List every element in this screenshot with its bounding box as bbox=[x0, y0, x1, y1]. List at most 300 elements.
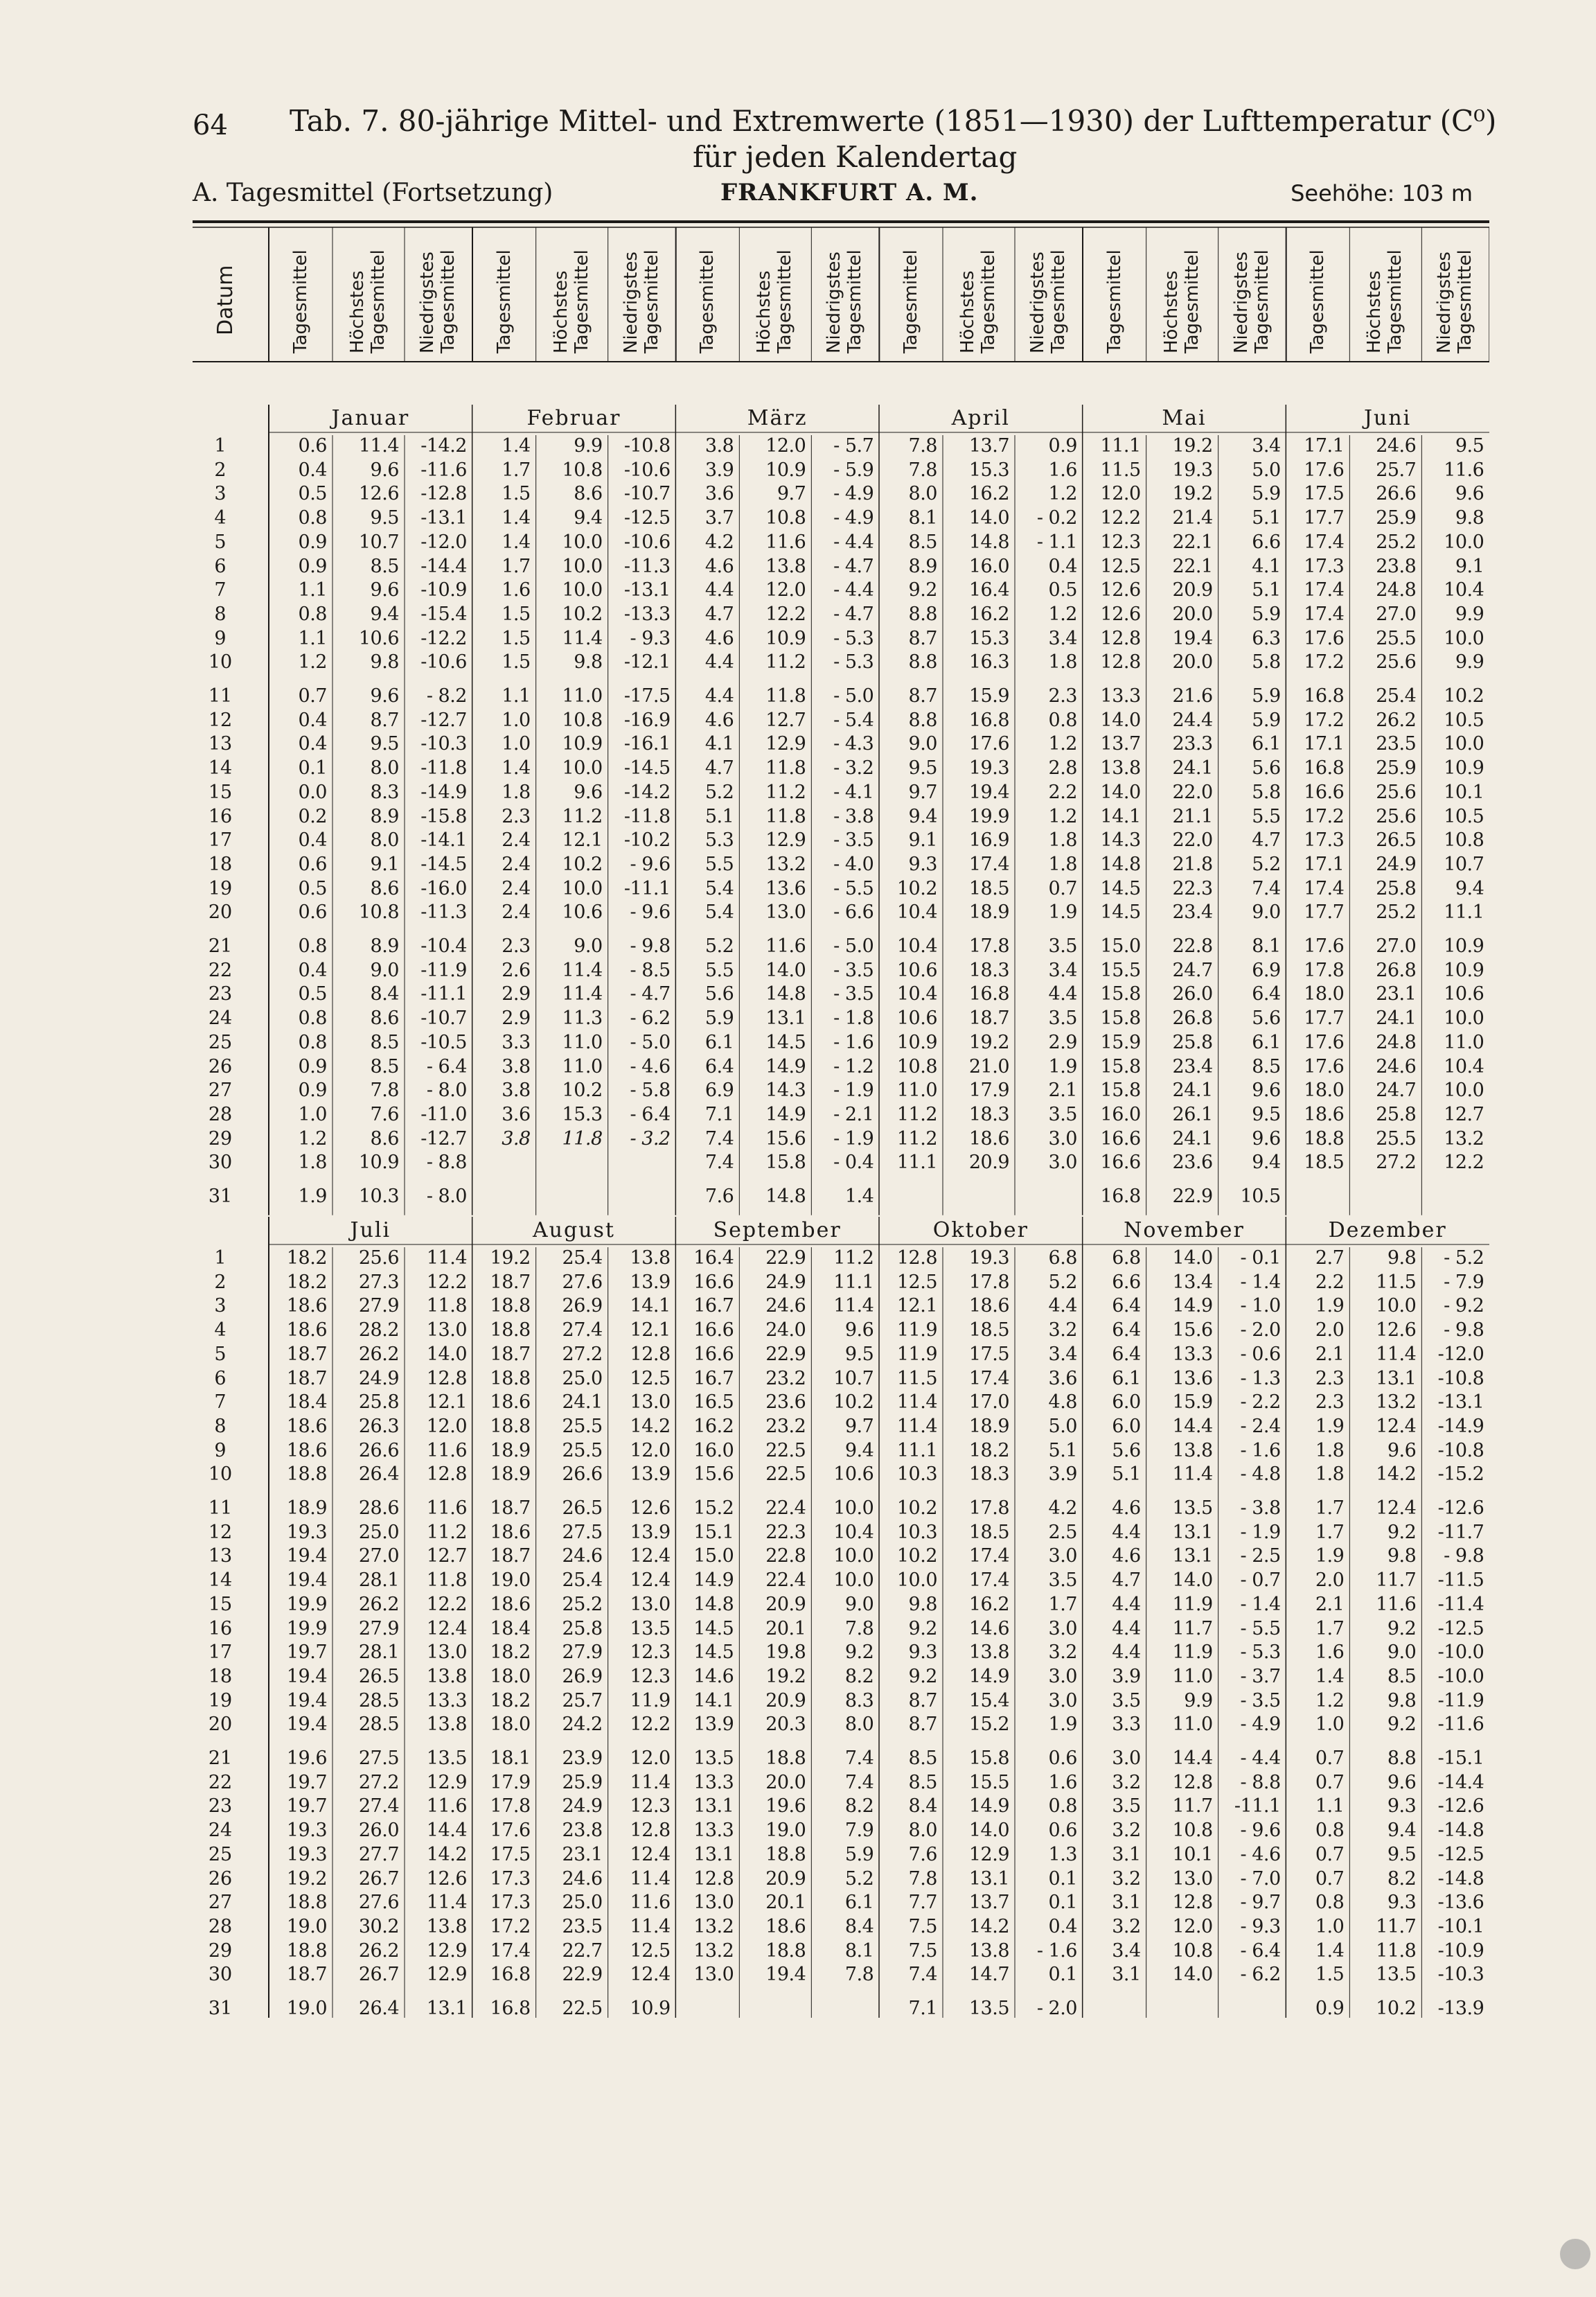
cell-value: 18.8 bbox=[765, 1748, 806, 1769]
cell-value: 6.6 bbox=[1112, 1271, 1141, 1293]
cell-value: 3.6 bbox=[502, 1103, 531, 1125]
cell-value: 8.5 bbox=[1252, 1055, 1281, 1077]
cell-value: 16.0 bbox=[1100, 1103, 1141, 1125]
cell-value: - 4.4 bbox=[833, 531, 874, 553]
cell-value: 16.6 bbox=[693, 1271, 734, 1293]
cell-value: 12.8 bbox=[1100, 651, 1141, 674]
cell-value: 8.2 bbox=[1387, 1867, 1417, 1890]
cell-value: 19.7 bbox=[286, 1795, 327, 1818]
cell-value: 17.4 bbox=[968, 1367, 1009, 1389]
cell-value: 25.6 bbox=[1376, 805, 1417, 827]
cell-value: 6.1 bbox=[1252, 733, 1281, 755]
cell-value: 25.8 bbox=[1376, 877, 1417, 899]
cell-value: 7.6 bbox=[704, 1186, 734, 1207]
cell-value: 10.4 bbox=[896, 935, 937, 957]
cell-value: 11.7 bbox=[1376, 1915, 1417, 1937]
cell-value: 1.8 bbox=[298, 1152, 327, 1174]
day-number: 19 bbox=[208, 1689, 233, 1711]
cell-value: 5.4 bbox=[704, 901, 734, 924]
cell-value: -15.8 bbox=[420, 805, 467, 827]
cell-value: 18.8 bbox=[765, 1843, 806, 1865]
cell-value: -14.8 bbox=[1437, 1867, 1484, 1890]
cell-value: 0.5 bbox=[298, 983, 327, 1005]
cell-value: 21.1 bbox=[1172, 805, 1213, 827]
cell-value: 1.4 bbox=[1315, 1939, 1345, 1962]
day-number: 31 bbox=[208, 1186, 233, 1207]
cell-value: 10.0 bbox=[1444, 1007, 1484, 1030]
cell-value: 15.5 bbox=[1100, 959, 1141, 981]
cell-value: - 1.8 bbox=[833, 1007, 874, 1030]
cell-value: 22.4 bbox=[765, 1497, 806, 1519]
cell-value: -11.9 bbox=[1437, 1689, 1484, 1711]
cell-value: 9.5 bbox=[1252, 1103, 1281, 1125]
cell-value: 12.2 bbox=[630, 1714, 671, 1736]
cell-value: 14.3 bbox=[765, 1080, 806, 1102]
cell-value: 26.6 bbox=[1376, 483, 1417, 505]
cell-value: 11.0 bbox=[896, 1080, 937, 1102]
cell-value: 0.4 bbox=[1048, 1915, 1077, 1937]
cell-value: 4.4 bbox=[1048, 1295, 1077, 1317]
cell-value: 11.2 bbox=[426, 1521, 467, 1543]
cell-value: 0.6 bbox=[298, 435, 327, 457]
cell-value: 10.6 bbox=[358, 627, 399, 649]
cell-value: 5.9 bbox=[1252, 709, 1281, 731]
cell-value: 11.6 bbox=[426, 1439, 467, 1461]
cell-value: 14.5 bbox=[693, 1642, 734, 1664]
cell-value: 10.1 bbox=[1172, 1843, 1213, 1865]
day-number: 27 bbox=[208, 1892, 233, 1914]
cell-value: 6.1 bbox=[704, 1031, 734, 1053]
cell-value: 9.6 bbox=[370, 685, 399, 707]
cell-value: -14.1 bbox=[420, 829, 467, 852]
cell-value: - 3.8 bbox=[833, 805, 874, 827]
cell-value: 19.2 bbox=[1172, 483, 1213, 505]
cell-value: 11.4 bbox=[896, 1391, 937, 1414]
cell-value: 13.8 bbox=[630, 1247, 671, 1269]
cell-value: 9.2 bbox=[908, 1617, 937, 1639]
cell-value: 23.4 bbox=[1172, 901, 1213, 924]
cell-value: 10.0 bbox=[833, 1545, 874, 1567]
cell-value: 19.9 bbox=[286, 1617, 327, 1639]
cell-value: 11.3 bbox=[562, 1007, 603, 1030]
cell-value: 26.8 bbox=[1376, 959, 1417, 981]
cell-value: 3.0 bbox=[1048, 1617, 1077, 1639]
day-number: 2 bbox=[214, 1271, 227, 1293]
cell-value: 13.0 bbox=[693, 1892, 734, 1914]
cell-value: 5.1 bbox=[1048, 1439, 1077, 1461]
cell-value: 5.1 bbox=[1252, 507, 1281, 529]
cell-value: 5.3 bbox=[704, 829, 734, 852]
cell-value: 3.4 bbox=[1048, 1343, 1077, 1365]
cell-value: - 8.0 bbox=[426, 1080, 467, 1102]
cell-value: 14.2 bbox=[426, 1843, 467, 1865]
cell-value: 0.8 bbox=[1315, 1892, 1345, 1914]
cell-value: 3.8 bbox=[704, 435, 734, 457]
cell-value: -14.4 bbox=[420, 555, 467, 577]
cell-value: 30.2 bbox=[358, 1915, 399, 1937]
cell-value: 5.4 bbox=[704, 877, 734, 899]
cell-value: 16.3 bbox=[968, 651, 1009, 674]
cell-value: 1.1 bbox=[502, 685, 531, 707]
cell-value: 27.0 bbox=[1376, 935, 1417, 957]
cell-value: 11.1 bbox=[1100, 435, 1141, 457]
cell-value: 24.1 bbox=[562, 1391, 603, 1414]
max-column-header-line2: Tagesmittel bbox=[978, 249, 999, 353]
cell-value: 3.3 bbox=[502, 1031, 531, 1053]
cell-value: 1.9 bbox=[1048, 1714, 1077, 1736]
cell-value: 13.4 bbox=[1172, 1271, 1213, 1293]
cell-value: 12.2 bbox=[1444, 1152, 1484, 1174]
cell-value: -13.9 bbox=[1437, 1998, 1484, 2019]
cell-value: 6.1 bbox=[1112, 1367, 1141, 1389]
day-number: 26 bbox=[208, 1867, 233, 1890]
min-column-header-line2: Tagesmittel bbox=[438, 249, 459, 353]
day-number: 13 bbox=[208, 733, 233, 755]
day-number: 7 bbox=[214, 579, 227, 601]
cell-value: - 3.5 bbox=[833, 829, 874, 852]
cell-value: 10.7 bbox=[1444, 853, 1484, 875]
cell-value: 2.4 bbox=[502, 853, 531, 875]
cell-value: 17.2 bbox=[1304, 651, 1345, 674]
cell-value: 12.0 bbox=[765, 579, 806, 601]
cell-value: 9.3 bbox=[1387, 1795, 1417, 1818]
cell-value: 19.2 bbox=[968, 1031, 1009, 1053]
cell-value: 15.3 bbox=[968, 627, 1009, 649]
cell-value: 1.2 bbox=[1315, 1689, 1345, 1711]
cell-value: 5.1 bbox=[704, 805, 734, 827]
cell-value: - 8.2 bbox=[426, 685, 467, 707]
cell-value: 9.6 bbox=[1455, 483, 1484, 505]
cell-value: 25.8 bbox=[1172, 1031, 1213, 1053]
cell-value: - 5.8 bbox=[630, 1080, 671, 1102]
cell-value: 11.0 bbox=[1444, 1031, 1484, 1053]
cell-value: 11.9 bbox=[896, 1319, 937, 1341]
day-number: 9 bbox=[214, 627, 227, 649]
cell-value: 12.5 bbox=[896, 1271, 937, 1293]
min-column-header: Niedrigstes bbox=[824, 252, 845, 353]
cell-value: 10.3 bbox=[358, 1186, 399, 1207]
cell-value: 7.8 bbox=[908, 1867, 937, 1890]
cell-value: 5.9 bbox=[1252, 685, 1281, 707]
cell-value: 17.4 bbox=[1304, 531, 1345, 553]
cell-value: 1.7 bbox=[1315, 1521, 1345, 1543]
cell-value: - 0.4 bbox=[833, 1152, 874, 1174]
cell-value: 27.7 bbox=[358, 1843, 399, 1865]
cell-value: 9.2 bbox=[1387, 1521, 1417, 1543]
cell-value: 7.4 bbox=[1252, 877, 1281, 899]
cell-value: 0.9 bbox=[298, 1055, 327, 1077]
cell-value: 17.7 bbox=[1304, 1007, 1345, 1030]
cell-value: 3.8 bbox=[502, 1080, 531, 1102]
cell-value: - 1.9 bbox=[833, 1127, 874, 1150]
cell-value: 25.2 bbox=[1376, 901, 1417, 924]
cell-value: 4.4 bbox=[1112, 1593, 1141, 1615]
cell-value: 20.1 bbox=[765, 1617, 806, 1639]
cell-value: 23.1 bbox=[562, 1843, 603, 1865]
cell-value: 12.2 bbox=[426, 1593, 467, 1615]
cell-value: 26.4 bbox=[358, 1463, 399, 1486]
cell-value: 20.0 bbox=[765, 1771, 806, 1793]
cell-value: 22.1 bbox=[1172, 555, 1213, 577]
cell-value: 6.4 bbox=[1252, 983, 1281, 1005]
cell-value: 25.7 bbox=[1376, 459, 1417, 481]
cell-value: -10.0 bbox=[1437, 1642, 1484, 1664]
cell-value: 9.9 bbox=[574, 435, 603, 457]
cell-value: 0.7 bbox=[1315, 1748, 1345, 1769]
cell-value: 12.4 bbox=[630, 1964, 671, 1986]
cell-value: 21.4 bbox=[1172, 507, 1213, 529]
cell-value: - 9.3 bbox=[630, 627, 671, 649]
cell-value: 5.0 bbox=[1048, 1415, 1077, 1437]
cell-value: 1.8 bbox=[1048, 829, 1077, 852]
cell-value: 5.6 bbox=[704, 983, 734, 1005]
min-column-header: Niedrigstes bbox=[620, 252, 641, 353]
cell-value: -12.6 bbox=[1437, 1795, 1484, 1818]
min-column-header: Niedrigstes bbox=[1434, 252, 1455, 353]
cell-value: - 3.2 bbox=[630, 1127, 671, 1150]
cell-value: 8.1 bbox=[844, 1939, 874, 1962]
cell-value: - 6.4 bbox=[426, 1055, 467, 1077]
cell-value: -13.3 bbox=[623, 603, 671, 625]
cell-value: 9.2 bbox=[1387, 1617, 1417, 1639]
cell-value: 9.6 bbox=[370, 459, 399, 481]
cell-value: 8.0 bbox=[370, 829, 399, 852]
cell-value: 7.8 bbox=[370, 1080, 399, 1102]
cell-value: 26.5 bbox=[1376, 829, 1417, 852]
cell-value: 25.4 bbox=[562, 1247, 603, 1269]
cell-value: -11.9 bbox=[420, 959, 467, 981]
cell-value: 20.9 bbox=[765, 1593, 806, 1615]
cell-value: 18.7 bbox=[490, 1343, 531, 1365]
cell-value: -13.1 bbox=[623, 579, 671, 601]
cell-value: -16.1 bbox=[623, 733, 671, 755]
cell-value: 22.9 bbox=[1172, 1186, 1213, 1207]
cell-value: 9.0 bbox=[908, 733, 937, 755]
cell-value: 16.6 bbox=[1304, 781, 1345, 803]
cell-value: 10.9 bbox=[765, 627, 806, 649]
cell-value: 19.4 bbox=[1172, 627, 1213, 649]
cell-value: 19.8 bbox=[765, 1642, 806, 1664]
cell-value: 1.8 bbox=[1048, 651, 1077, 674]
cell-value: 23.6 bbox=[765, 1391, 806, 1414]
cell-value: 18.1 bbox=[490, 1748, 531, 1769]
cell-value: -12.2 bbox=[420, 627, 467, 649]
cell-value: 11.8 bbox=[562, 1127, 603, 1150]
cell-value: 20.0 bbox=[1172, 651, 1213, 674]
cell-value: 2.3 bbox=[1315, 1367, 1345, 1389]
cell-value: 8.8 bbox=[908, 651, 937, 674]
cell-value: 17.3 bbox=[1304, 555, 1345, 577]
cell-value: - 6.4 bbox=[630, 1103, 671, 1125]
cell-value: 9.0 bbox=[370, 959, 399, 981]
cell-value: -12.7 bbox=[420, 1127, 467, 1150]
cell-value: 8.4 bbox=[908, 1795, 937, 1818]
cell-value: 25.0 bbox=[562, 1892, 603, 1914]
cell-value: 11.5 bbox=[896, 1367, 937, 1389]
cell-value: 5.5 bbox=[704, 959, 734, 981]
day-number: 18 bbox=[208, 853, 233, 875]
cell-value: 3.4 bbox=[1048, 959, 1077, 981]
cell-value: 16.0 bbox=[693, 1439, 734, 1461]
cell-value: 8.0 bbox=[844, 1714, 874, 1736]
cell-value: 10.4 bbox=[896, 901, 937, 924]
cell-value: 12.0 bbox=[630, 1748, 671, 1769]
cell-value: 15.6 bbox=[765, 1127, 806, 1150]
cell-value: -14.9 bbox=[1437, 1415, 1484, 1437]
cell-value: 25.8 bbox=[1376, 1103, 1417, 1125]
day-number: 24 bbox=[208, 1007, 233, 1030]
cell-value: 9.8 bbox=[1455, 507, 1484, 529]
min-column-header-line2: Tagesmittel bbox=[1251, 249, 1273, 353]
day-number: 6 bbox=[214, 1367, 227, 1389]
cell-value: 27.6 bbox=[562, 1271, 603, 1293]
cell-value: 9.6 bbox=[1252, 1127, 1281, 1150]
cell-value: 0.7 bbox=[1315, 1771, 1345, 1793]
day-number: 15 bbox=[208, 781, 233, 803]
cell-value: 3.6 bbox=[704, 483, 734, 505]
day-number: 27 bbox=[208, 1080, 233, 1102]
day-number: 10 bbox=[208, 651, 233, 674]
cell-value: 16.0 bbox=[968, 555, 1009, 577]
cell-value: - 5.9 bbox=[833, 459, 874, 481]
table-title-line2: für jeden Kalendertag bbox=[693, 140, 1018, 174]
cell-value: - 3.8 bbox=[1240, 1497, 1281, 1519]
cell-value: 7.1 bbox=[908, 1998, 937, 2019]
cell-value: 3.0 bbox=[1048, 1152, 1077, 1174]
cell-value: -13.1 bbox=[1437, 1391, 1484, 1414]
cell-value: 1.1 bbox=[298, 627, 327, 649]
cell-value: 18.6 bbox=[490, 1391, 531, 1414]
cell-value: - 9.6 bbox=[630, 901, 671, 924]
cell-value: 11.7 bbox=[1172, 1617, 1213, 1639]
cell-value: 17.1 bbox=[1304, 733, 1345, 755]
cell-value: 10.9 bbox=[562, 733, 603, 755]
cell-value: 0.8 bbox=[1315, 1820, 1345, 1842]
day-number: 1 bbox=[214, 1247, 227, 1269]
cell-value: 26.8 bbox=[1172, 1007, 1213, 1030]
cell-value: 9.4 bbox=[1252, 1152, 1281, 1174]
cell-value: 13.0 bbox=[426, 1319, 467, 1341]
cell-value: 23.5 bbox=[562, 1915, 603, 1937]
cell-value: 11.4 bbox=[1172, 1463, 1213, 1486]
cell-value: -16.9 bbox=[623, 709, 671, 731]
cell-value: 10.2 bbox=[1376, 1998, 1417, 2019]
cell-value: 10.2 bbox=[562, 603, 603, 625]
cell-value: -10.8 bbox=[1437, 1367, 1484, 1389]
cell-value: -11.1 bbox=[623, 877, 671, 899]
cell-value: 1.7 bbox=[502, 459, 531, 481]
max-column-header-line2: Tagesmittel bbox=[368, 249, 389, 353]
cell-value: 13.5 bbox=[630, 1617, 671, 1639]
cell-value: 10.2 bbox=[562, 1080, 603, 1102]
cell-value: - 6.2 bbox=[630, 1007, 671, 1030]
cell-value: -10.9 bbox=[1437, 1939, 1484, 1962]
cell-value: 10.8 bbox=[765, 507, 806, 529]
cell-value: 0.8 bbox=[1048, 709, 1077, 731]
cell-value: 12.8 bbox=[1100, 627, 1141, 649]
cell-value: 16.6 bbox=[693, 1343, 734, 1365]
day-number: 21 bbox=[208, 935, 233, 957]
cell-value: 18.6 bbox=[968, 1295, 1009, 1317]
cell-value: 18.0 bbox=[1304, 1080, 1345, 1102]
cell-value: 11.0 bbox=[562, 685, 603, 707]
cell-value: -10.2 bbox=[623, 829, 671, 852]
cell-value: 9.3 bbox=[908, 1642, 937, 1664]
cell-value: -12.0 bbox=[1437, 1343, 1484, 1365]
cell-value: 1.0 bbox=[1315, 1915, 1345, 1937]
cell-value: 18.5 bbox=[968, 1521, 1009, 1543]
cell-value: 14.0 bbox=[426, 1343, 467, 1365]
cell-value: 13.5 bbox=[968, 1998, 1009, 2019]
cell-value: 17.2 bbox=[490, 1915, 531, 1937]
cell-value: - 5.3 bbox=[833, 651, 874, 674]
month-label: August bbox=[533, 1218, 615, 1242]
cell-value: 14.1 bbox=[630, 1295, 671, 1317]
cell-value: 3.0 bbox=[1112, 1748, 1141, 1769]
cell-value: 9.2 bbox=[1387, 1714, 1417, 1736]
cell-value: 9.9 bbox=[1455, 603, 1484, 625]
cell-value: 5.9 bbox=[1252, 603, 1281, 625]
cell-value: 3.9 bbox=[1112, 1665, 1141, 1687]
cell-value: 15.8 bbox=[1100, 1055, 1141, 1077]
month-label: Oktober bbox=[932, 1218, 1029, 1242]
cell-value: 2.1 bbox=[1315, 1593, 1345, 1615]
cell-value: 24.6 bbox=[1376, 435, 1417, 457]
cell-value: 17.4 bbox=[1304, 877, 1345, 899]
cell-value: 10.0 bbox=[1444, 531, 1484, 553]
day-number: 30 bbox=[208, 1964, 233, 1986]
cell-value: 28.1 bbox=[358, 1642, 399, 1664]
cell-value: 22.0 bbox=[1172, 829, 1213, 852]
cell-value: 11.4 bbox=[426, 1247, 467, 1269]
cell-value: 11.0 bbox=[562, 1055, 603, 1077]
cell-value: 10.1 bbox=[1444, 781, 1484, 803]
cell-value: 14.9 bbox=[968, 1665, 1009, 1687]
cell-value: 13.0 bbox=[630, 1593, 671, 1615]
day-number: 5 bbox=[214, 531, 227, 553]
cell-value: 18.8 bbox=[765, 1939, 806, 1962]
cell-value: 26.4 bbox=[358, 1998, 399, 2019]
cell-value: 19.3 bbox=[968, 1247, 1009, 1269]
cell-value: 17.6 bbox=[1304, 459, 1345, 481]
cell-value: 9.4 bbox=[1455, 877, 1484, 899]
cell-value: 11.2 bbox=[833, 1247, 874, 1269]
cell-value: -15.4 bbox=[420, 603, 467, 625]
month-label: Januar bbox=[331, 406, 410, 430]
cell-value: - 9.6 bbox=[1240, 1820, 1281, 1842]
cell-value: 25.6 bbox=[1376, 651, 1417, 674]
cell-value: 10.2 bbox=[896, 877, 937, 899]
cell-value: 10.0 bbox=[1376, 1295, 1417, 1317]
cell-value: - 6.6 bbox=[833, 901, 874, 924]
cell-value: 11.4 bbox=[630, 1867, 671, 1890]
cell-value: 16.6 bbox=[1100, 1127, 1141, 1150]
cell-value: 22.5 bbox=[562, 1998, 603, 2019]
cell-value: 12.4 bbox=[630, 1843, 671, 1865]
cell-value: 9.5 bbox=[1455, 435, 1484, 457]
cell-value: 25.8 bbox=[562, 1617, 603, 1639]
cell-value: 1.2 bbox=[1048, 733, 1077, 755]
cell-value: 9.6 bbox=[370, 579, 399, 601]
cell-value: 11.4 bbox=[358, 435, 399, 457]
cell-value: 12.3 bbox=[630, 1665, 671, 1687]
cell-value: 21.6 bbox=[1172, 685, 1213, 707]
cell-value: 15.5 bbox=[968, 1771, 1009, 1793]
cell-value: 9.5 bbox=[908, 757, 937, 780]
cell-value: 10.0 bbox=[1444, 627, 1484, 649]
cell-value: 14.8 bbox=[968, 531, 1009, 553]
cell-value: 8.0 bbox=[370, 757, 399, 780]
